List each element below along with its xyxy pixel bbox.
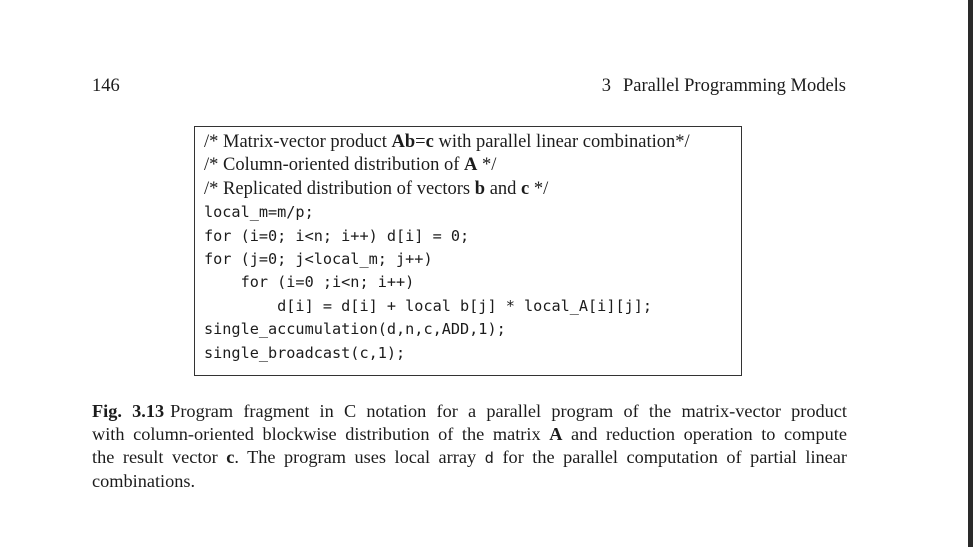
code-line: for (i=0; i<n; i++) d[i] = 0; (204, 226, 470, 245)
caption-line: with column-oriented blockwise distribution of the matrix A and reduction operation to compute (92, 424, 847, 444)
code-line: single_accumulation(d,n,c,ADD,1); (204, 320, 506, 339)
code-comment-line: /* Replicated distribution of vectors b and c */ (204, 178, 549, 199)
page-edge-border (968, 0, 973, 547)
figure-caption (92, 400, 847, 493)
code-line: for (j=0; j<local_m; j++) (204, 249, 433, 268)
running-head (602, 75, 846, 97)
code-comment-line: /* Matrix-vector product Ab=c with parallel linear combination*/ (204, 132, 690, 152)
code-line: for (i=0 ;i<n; i++) (204, 273, 415, 292)
caption-line: combinations. (92, 471, 196, 491)
code-comment-line: /* Column-oriented distribution of A */ (204, 155, 497, 176)
figure-label: Fig. 3.13 (92, 401, 165, 421)
page-number: 146 (92, 76, 120, 96)
chapter-title: Parallel Programming Models (623, 76, 846, 96)
code-line: single_broadcast(c,1); (204, 343, 406, 362)
caption-line: Fig. 3.13 Program fragment in C notation for a parallel program of the matrix-vector product (92, 401, 847, 421)
chapter-number: 3 (601, 76, 611, 96)
code-listing-box (194, 126, 742, 376)
caption-line: the result vector c. The program uses local array d for the parallel computation of partial linear (92, 447, 847, 467)
code-line: d[i] = d[i] + local b[j] * local_A[i][j]; (204, 296, 653, 315)
code-line: local_m=m/p; (204, 203, 314, 222)
